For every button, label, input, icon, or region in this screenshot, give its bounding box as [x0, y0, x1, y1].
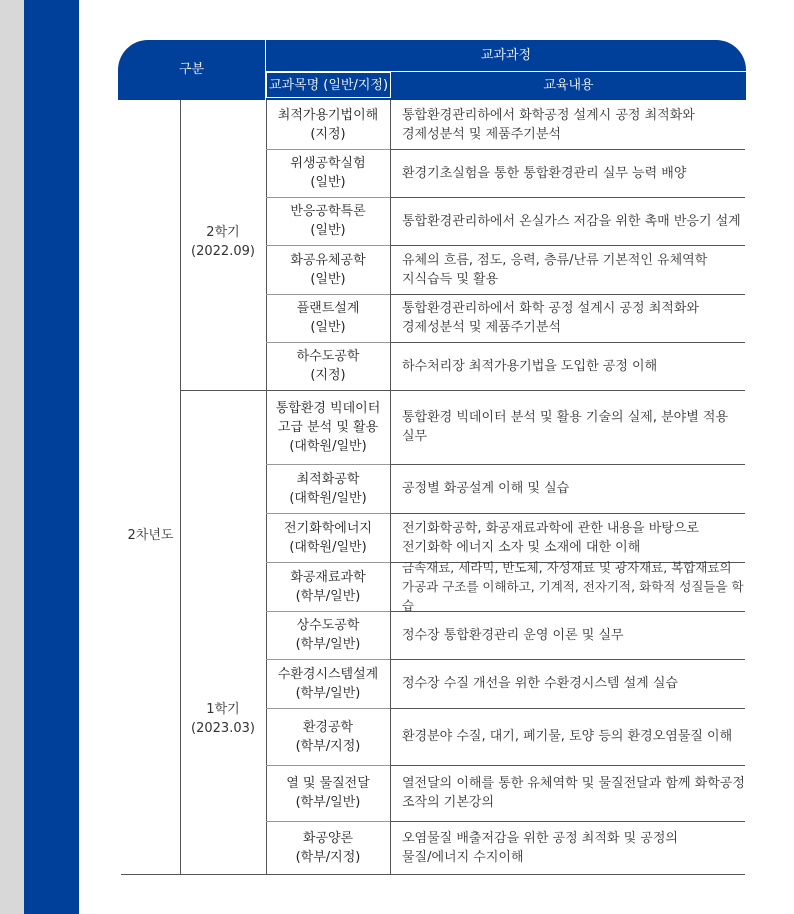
header-course-name: 교과목명 (일반/지정) [268, 78, 389, 93]
course-content: 전기화학공학, 화공재료과학에 관한 내용을 바탕으로 전기화학 에너지 소자 및 소재에 대한 이해 [402, 520, 699, 555]
table-row [402, 611, 745, 659]
semester-label: 2학기 [206, 225, 240, 240]
course-name: 전기화학에너지 (대학원/일반) [284, 520, 372, 555]
semester-date: (2023.03) [191, 721, 255, 736]
course-content: 공정별 화공설계 이해 및 실습 [402, 481, 570, 496]
header-curriculum: 교과과정 [480, 48, 532, 63]
table-row [402, 197, 745, 245]
course-content: 열전달의 이해를 통한 유체역학 및 물질전달과 함께 화학공정 조작의 기본강의 [402, 776, 745, 810]
table-bottom-border [121, 874, 745, 875]
course-content: 하수처리장 최적가용기법을 도입한 공정 이해 [402, 358, 658, 374]
semester-label: 1학기 [206, 702, 240, 717]
course-content: 정수장 통합환경관리 운영 이론 및 실무 [402, 627, 624, 643]
table-row [402, 245, 745, 294]
course-content: 통합환경관리하에서 화학공정 설계시 공정 최적화와 경제성분석 및 제품주기분석 [402, 107, 695, 142]
course-content: 통합환경관리하에서 온실가스 저감을 위한 촉매 반응기 설계 [402, 213, 741, 229]
table-row [402, 149, 745, 197]
course-name: 화공재료과학 (학부/일반) [290, 569, 366, 604]
course-name: 상수도공학 (학부/일반) [295, 618, 361, 652]
table-row [402, 464, 745, 513]
course-name: 플랜트설계 (일반) [296, 301, 360, 335]
course-name: 최적화공학 (대학원/일반) [289, 471, 367, 506]
course-content: 유체의 흐름, 점도, 응력, 층류/난류 기본적인 유체역학 지식습득 및 활용 [402, 252, 708, 287]
table-row [266, 342, 390, 390]
table-row [402, 562, 745, 611]
column-divider [180, 100, 181, 874]
course-name: 환경공학 (학부/지정) [295, 719, 361, 754]
table-row [402, 659, 745, 708]
semester-2-label [180, 223, 266, 261]
course-name: 화공양론 (학부/지정) [295, 830, 361, 865]
course-name: 최적가용기법이해 (지정) [277, 107, 379, 142]
column-divider [390, 100, 391, 874]
table-row [266, 197, 390, 245]
course-content: 통합환경관리하에서 화학 공정 설계시 공정 최적화와 경제성분석 및 제품주기분석 [402, 301, 699, 335]
table-row [266, 390, 390, 464]
course-name: 반응공학특론 (일반) [290, 204, 366, 238]
table-row [266, 562, 390, 611]
course-name: 수환경시스템설계 (학부/일반) [277, 666, 379, 701]
semester-date: (2022.09) [191, 244, 255, 259]
table-row [402, 821, 745, 874]
table-row [266, 611, 390, 659]
table-row [402, 765, 745, 821]
table-row [402, 708, 745, 765]
table-row [266, 765, 390, 821]
course-name: 통합환경 빅데이터 고급 분석 및 활용 (대학원/일반) [275, 400, 381, 454]
table-row [402, 100, 745, 149]
course-content: 정수장 수질 개선을 위한 수환경시스템 설계 실습 [402, 676, 678, 691]
table-row [266, 708, 390, 765]
course-name: 열 및 물질전달 (학부/일반) [286, 776, 370, 810]
table-row [266, 149, 390, 197]
year-label: 2차년도 [127, 528, 174, 543]
table-row [266, 821, 390, 874]
course-content: 금속재료, 세라믹, 반도체, 자성재료 및 광자재료, 복합재료의 가공과 구조를 이해하고, 기계적, 전자기적, 화학적 성질들을 학습 [402, 560, 744, 613]
table-row [266, 513, 390, 562]
course-content: 환경분야 수질, 대기, 폐기물, 토양 등의 환경오염물질 이해 [402, 729, 733, 744]
course-content: 오염물질 배출저감을 위한 공정 최적화 및 공정의 물질/에너지 수지이해 [402, 830, 678, 865]
table-row [266, 245, 390, 294]
table-row [266, 659, 390, 708]
semester-1-label [180, 700, 266, 738]
table-row [402, 294, 745, 342]
table-row [266, 294, 390, 342]
left-blue-strip [24, 0, 79, 914]
course-name: 위생공학실험 (일반) [290, 156, 366, 190]
table-row [402, 390, 745, 464]
table-row [266, 464, 390, 513]
course-name: 하수도공학 (지정) [296, 349, 360, 383]
course-name: 화공유체공학 (일반) [290, 252, 366, 287]
header-content: 교육내용 [543, 78, 594, 93]
table-row [402, 513, 745, 562]
table-row [266, 100, 390, 149]
course-content: 통합환경 빅데이터 분석 및 활용 기술의 실제, 분야별 적용 실무 [402, 410, 729, 444]
course-content: 환경기초실험을 통한 통합환경관리 실무 능력 배양 [402, 165, 687, 181]
left-grey-strip [0, 0, 24, 914]
table-row [402, 342, 745, 390]
header-gubun: 구분 [178, 62, 205, 77]
